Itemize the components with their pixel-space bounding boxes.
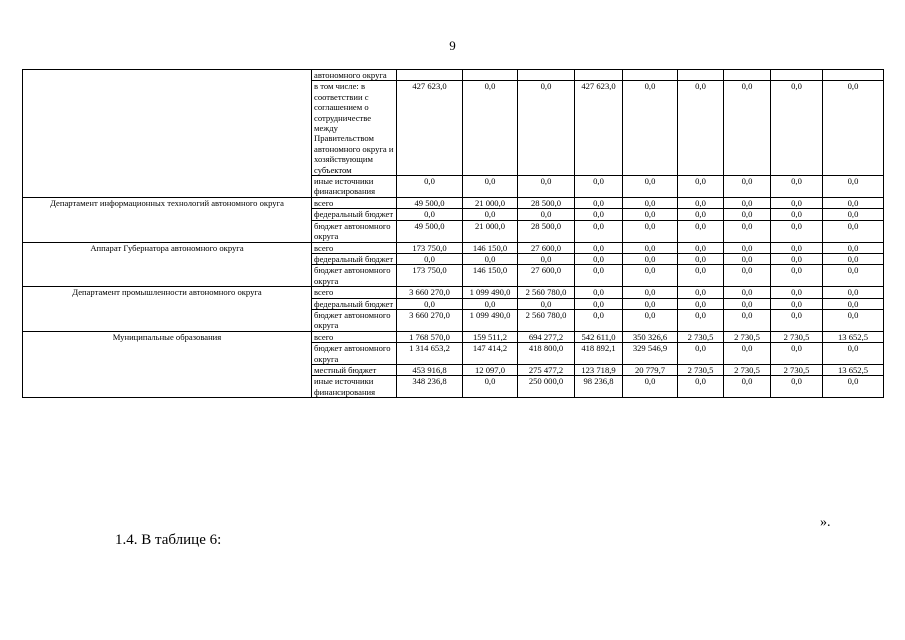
funding-source-cell: бюджет автономного округа xyxy=(312,309,397,331)
value-cell xyxy=(724,70,771,81)
value-cell: 0,0 xyxy=(823,265,884,287)
funding-source-cell: всего xyxy=(312,331,397,342)
value-cell: 0,0 xyxy=(771,298,823,309)
value-cell: 418 892,1 xyxy=(575,343,623,365)
value-cell: 0,0 xyxy=(724,343,771,365)
funding-source-cell: бюджет автономного округа xyxy=(312,265,397,287)
value-cell: 0,0 xyxy=(678,376,724,398)
value-cell: 0,0 xyxy=(575,265,623,287)
funding-source-cell: автономного округа xyxy=(312,70,397,81)
value-cell: 2 730,5 xyxy=(771,364,823,375)
value-cell: 173 750,0 xyxy=(397,242,463,253)
value-cell: 0,0 xyxy=(397,253,463,264)
value-cell: 0,0 xyxy=(724,253,771,264)
table-row xyxy=(23,70,884,81)
value-cell: 2 730,5 xyxy=(771,331,823,342)
value-cell: 0,0 xyxy=(575,176,623,198)
value-cell: 0,0 xyxy=(623,253,678,264)
value-cell: 0,0 xyxy=(724,287,771,298)
value-cell: 2 730,5 xyxy=(678,364,724,375)
value-cell: 0,0 xyxy=(771,220,823,242)
value-cell: 27 600,0 xyxy=(518,242,575,253)
value-cell: 13 652,5 xyxy=(823,364,884,375)
value-cell: 0,0 xyxy=(724,197,771,208)
value-cell: 0,0 xyxy=(678,265,724,287)
value-cell: 1 099 490,0 xyxy=(463,287,518,298)
value-cell: 0,0 xyxy=(397,176,463,198)
value-cell: 0,0 xyxy=(771,253,823,264)
value-cell: 453 916,8 xyxy=(397,364,463,375)
value-cell: 350 326,6 xyxy=(623,331,678,342)
value-cell: 98 236,8 xyxy=(575,376,623,398)
value-cell: 0,0 xyxy=(823,197,884,208)
value-cell: 173 750,0 xyxy=(397,265,463,287)
value-cell: 0,0 xyxy=(823,376,884,398)
value-cell: 0,0 xyxy=(823,176,884,198)
value-cell: 694 277,2 xyxy=(518,331,575,342)
value-cell: 0,0 xyxy=(575,287,623,298)
value-cell: 1 768 570,0 xyxy=(397,331,463,342)
value-cell: 0,0 xyxy=(771,209,823,220)
value-cell: 329 546,9 xyxy=(623,343,678,365)
value-cell: 0,0 xyxy=(771,176,823,198)
value-cell: 0,0 xyxy=(724,309,771,331)
value-cell: 0,0 xyxy=(678,81,724,176)
value-cell: 0,0 xyxy=(678,298,724,309)
value-cell: 0,0 xyxy=(575,209,623,220)
value-cell: 0,0 xyxy=(463,253,518,264)
value-cell: 275 477,2 xyxy=(518,364,575,375)
value-cell: 2 560 780,0 xyxy=(518,287,575,298)
organization-cell: Департамент промышленности автономного округа xyxy=(23,287,312,332)
value-cell: 0,0 xyxy=(623,242,678,253)
value-cell: 0,0 xyxy=(623,220,678,242)
funding-source-cell: бюджет автономного округа xyxy=(312,220,397,242)
value-cell: 0,0 xyxy=(823,253,884,264)
value-cell: 28 500,0 xyxy=(518,220,575,242)
value-cell xyxy=(771,70,823,81)
value-cell: 0,0 xyxy=(518,298,575,309)
value-cell: 0,0 xyxy=(397,298,463,309)
value-cell: 0,0 xyxy=(463,376,518,398)
value-cell: 28 500,0 xyxy=(518,197,575,208)
value-cell: 0,0 xyxy=(823,242,884,253)
value-cell: 1 099 490,0 xyxy=(463,309,518,331)
value-cell: 0,0 xyxy=(678,242,724,253)
value-cell: 2 730,5 xyxy=(724,364,771,375)
value-cell: 0,0 xyxy=(724,265,771,287)
value-cell: 146 150,0 xyxy=(463,242,518,253)
value-cell: 250 000,0 xyxy=(518,376,575,398)
funding-source-cell: в том числе: в соответствии с соглашением о сотрудничестве между Правительством автономного округа и хозяйствующим субъектом xyxy=(312,81,397,176)
value-cell: 21 000,0 xyxy=(463,197,518,208)
funding-source-cell: всего xyxy=(312,197,397,208)
value-cell: 418 800,0 xyxy=(518,343,575,365)
organization-cell: Муниципальные образования xyxy=(23,331,312,397)
value-cell: 0,0 xyxy=(518,176,575,198)
value-cell: 0,0 xyxy=(724,176,771,198)
value-cell: 0,0 xyxy=(771,376,823,398)
value-cell: 0,0 xyxy=(678,343,724,365)
value-cell: 0,0 xyxy=(724,242,771,253)
budget-table xyxy=(22,69,884,398)
value-cell: 0,0 xyxy=(678,309,724,331)
value-cell: 0,0 xyxy=(678,176,724,198)
value-cell: 3 660 270,0 xyxy=(397,287,463,298)
value-cell: 0,0 xyxy=(771,309,823,331)
value-cell: 0,0 xyxy=(771,265,823,287)
value-cell: 0,0 xyxy=(823,309,884,331)
value-cell: 27 600,0 xyxy=(518,265,575,287)
table-row xyxy=(23,331,884,342)
funding-source-cell: федеральный бюджет xyxy=(312,209,397,220)
value-cell: 0,0 xyxy=(823,81,884,176)
value-cell: 0,0 xyxy=(771,197,823,208)
value-cell: 0,0 xyxy=(575,309,623,331)
value-cell: 542 611,0 xyxy=(575,331,623,342)
value-cell: 0,0 xyxy=(823,209,884,220)
value-cell: 0,0 xyxy=(724,209,771,220)
value-cell: 0,0 xyxy=(623,298,678,309)
value-cell: 49 500,0 xyxy=(397,197,463,208)
closing-quote: ». xyxy=(820,515,831,530)
value-cell: 0,0 xyxy=(623,287,678,298)
table-row xyxy=(23,287,884,298)
value-cell xyxy=(575,70,623,81)
value-cell: 348 236,8 xyxy=(397,376,463,398)
value-cell: 3 660 270,0 xyxy=(397,309,463,331)
funding-source-cell: местный бюджет xyxy=(312,364,397,375)
value-cell: 0,0 xyxy=(678,209,724,220)
value-cell: 0,0 xyxy=(678,220,724,242)
funding-source-cell: федеральный бюджет xyxy=(312,253,397,264)
value-cell: 0,0 xyxy=(623,81,678,176)
value-cell: 0,0 xyxy=(463,298,518,309)
table-row xyxy=(23,197,884,208)
value-cell: 0,0 xyxy=(575,220,623,242)
value-cell: 0,0 xyxy=(463,176,518,198)
value-cell: 2 730,5 xyxy=(678,331,724,342)
value-cell: 0,0 xyxy=(724,298,771,309)
page-number: 9 xyxy=(449,38,456,53)
value-cell: 0,0 xyxy=(575,298,623,309)
value-cell: 0,0 xyxy=(623,209,678,220)
funding-source-cell: иные источники финансирования xyxy=(312,176,397,198)
value-cell: 0,0 xyxy=(678,287,724,298)
table-row xyxy=(23,242,884,253)
value-cell: 0,0 xyxy=(623,176,678,198)
value-cell: 20 779,7 xyxy=(623,364,678,375)
value-cell: 0,0 xyxy=(823,343,884,365)
organization-cell: Аппарат Губернатора автономного округа xyxy=(23,242,312,287)
value-cell: 427 623,0 xyxy=(575,81,623,176)
value-cell: 0,0 xyxy=(518,253,575,264)
value-cell: 0,0 xyxy=(771,81,823,176)
value-cell: 146 150,0 xyxy=(463,265,518,287)
value-cell: 12 097,0 xyxy=(463,364,518,375)
value-cell: 1 314 653,2 xyxy=(397,343,463,365)
value-cell xyxy=(823,70,884,81)
value-cell: 0,0 xyxy=(823,287,884,298)
value-cell: 0,0 xyxy=(575,197,623,208)
organization-cell xyxy=(23,70,312,198)
budget-table-body xyxy=(23,70,884,398)
value-cell: 49 500,0 xyxy=(397,220,463,242)
funding-source-cell: федеральный бюджет xyxy=(312,298,397,309)
value-cell: 2 560 780,0 xyxy=(518,309,575,331)
value-cell: 0,0 xyxy=(518,81,575,176)
value-cell: 0,0 xyxy=(463,209,518,220)
value-cell: 0,0 xyxy=(623,265,678,287)
value-cell: 0,0 xyxy=(623,309,678,331)
value-cell: 159 511,2 xyxy=(463,331,518,342)
value-cell: 0,0 xyxy=(724,220,771,242)
organization-cell: Департамент информационных технологий автономного округа xyxy=(23,197,312,242)
value-cell: 0,0 xyxy=(724,81,771,176)
value-cell xyxy=(623,70,678,81)
value-cell: 2 730,5 xyxy=(724,331,771,342)
value-cell: 0,0 xyxy=(771,343,823,365)
value-cell: 0,0 xyxy=(463,81,518,176)
value-cell: 0,0 xyxy=(823,298,884,309)
section-heading: 1.4. В таблице 6: xyxy=(115,532,222,548)
value-cell: 0,0 xyxy=(518,209,575,220)
funding-source-cell: всего xyxy=(312,242,397,253)
value-cell: 0,0 xyxy=(724,376,771,398)
value-cell xyxy=(518,70,575,81)
value-cell: 0,0 xyxy=(678,253,724,264)
value-cell xyxy=(397,70,463,81)
value-cell: 147 414,2 xyxy=(463,343,518,365)
value-cell: 0,0 xyxy=(823,220,884,242)
funding-source-cell: всего xyxy=(312,287,397,298)
value-cell: 123 718,9 xyxy=(575,364,623,375)
value-cell xyxy=(678,70,724,81)
funding-source-cell: бюджет автономного округа xyxy=(312,343,397,365)
value-cell: 0,0 xyxy=(575,242,623,253)
value-cell: 0,0 xyxy=(397,209,463,220)
value-cell: 0,0 xyxy=(575,253,623,264)
value-cell: 21 000,0 xyxy=(463,220,518,242)
value-cell: 0,0 xyxy=(623,376,678,398)
value-cell xyxy=(463,70,518,81)
value-cell: 13 652,5 xyxy=(823,331,884,342)
value-cell: 0,0 xyxy=(623,197,678,208)
value-cell: 0,0 xyxy=(678,197,724,208)
value-cell: 0,0 xyxy=(771,287,823,298)
value-cell: 0,0 xyxy=(771,242,823,253)
funding-source-cell: иные источники финансирования xyxy=(312,376,397,398)
value-cell: 427 623,0 xyxy=(397,81,463,176)
